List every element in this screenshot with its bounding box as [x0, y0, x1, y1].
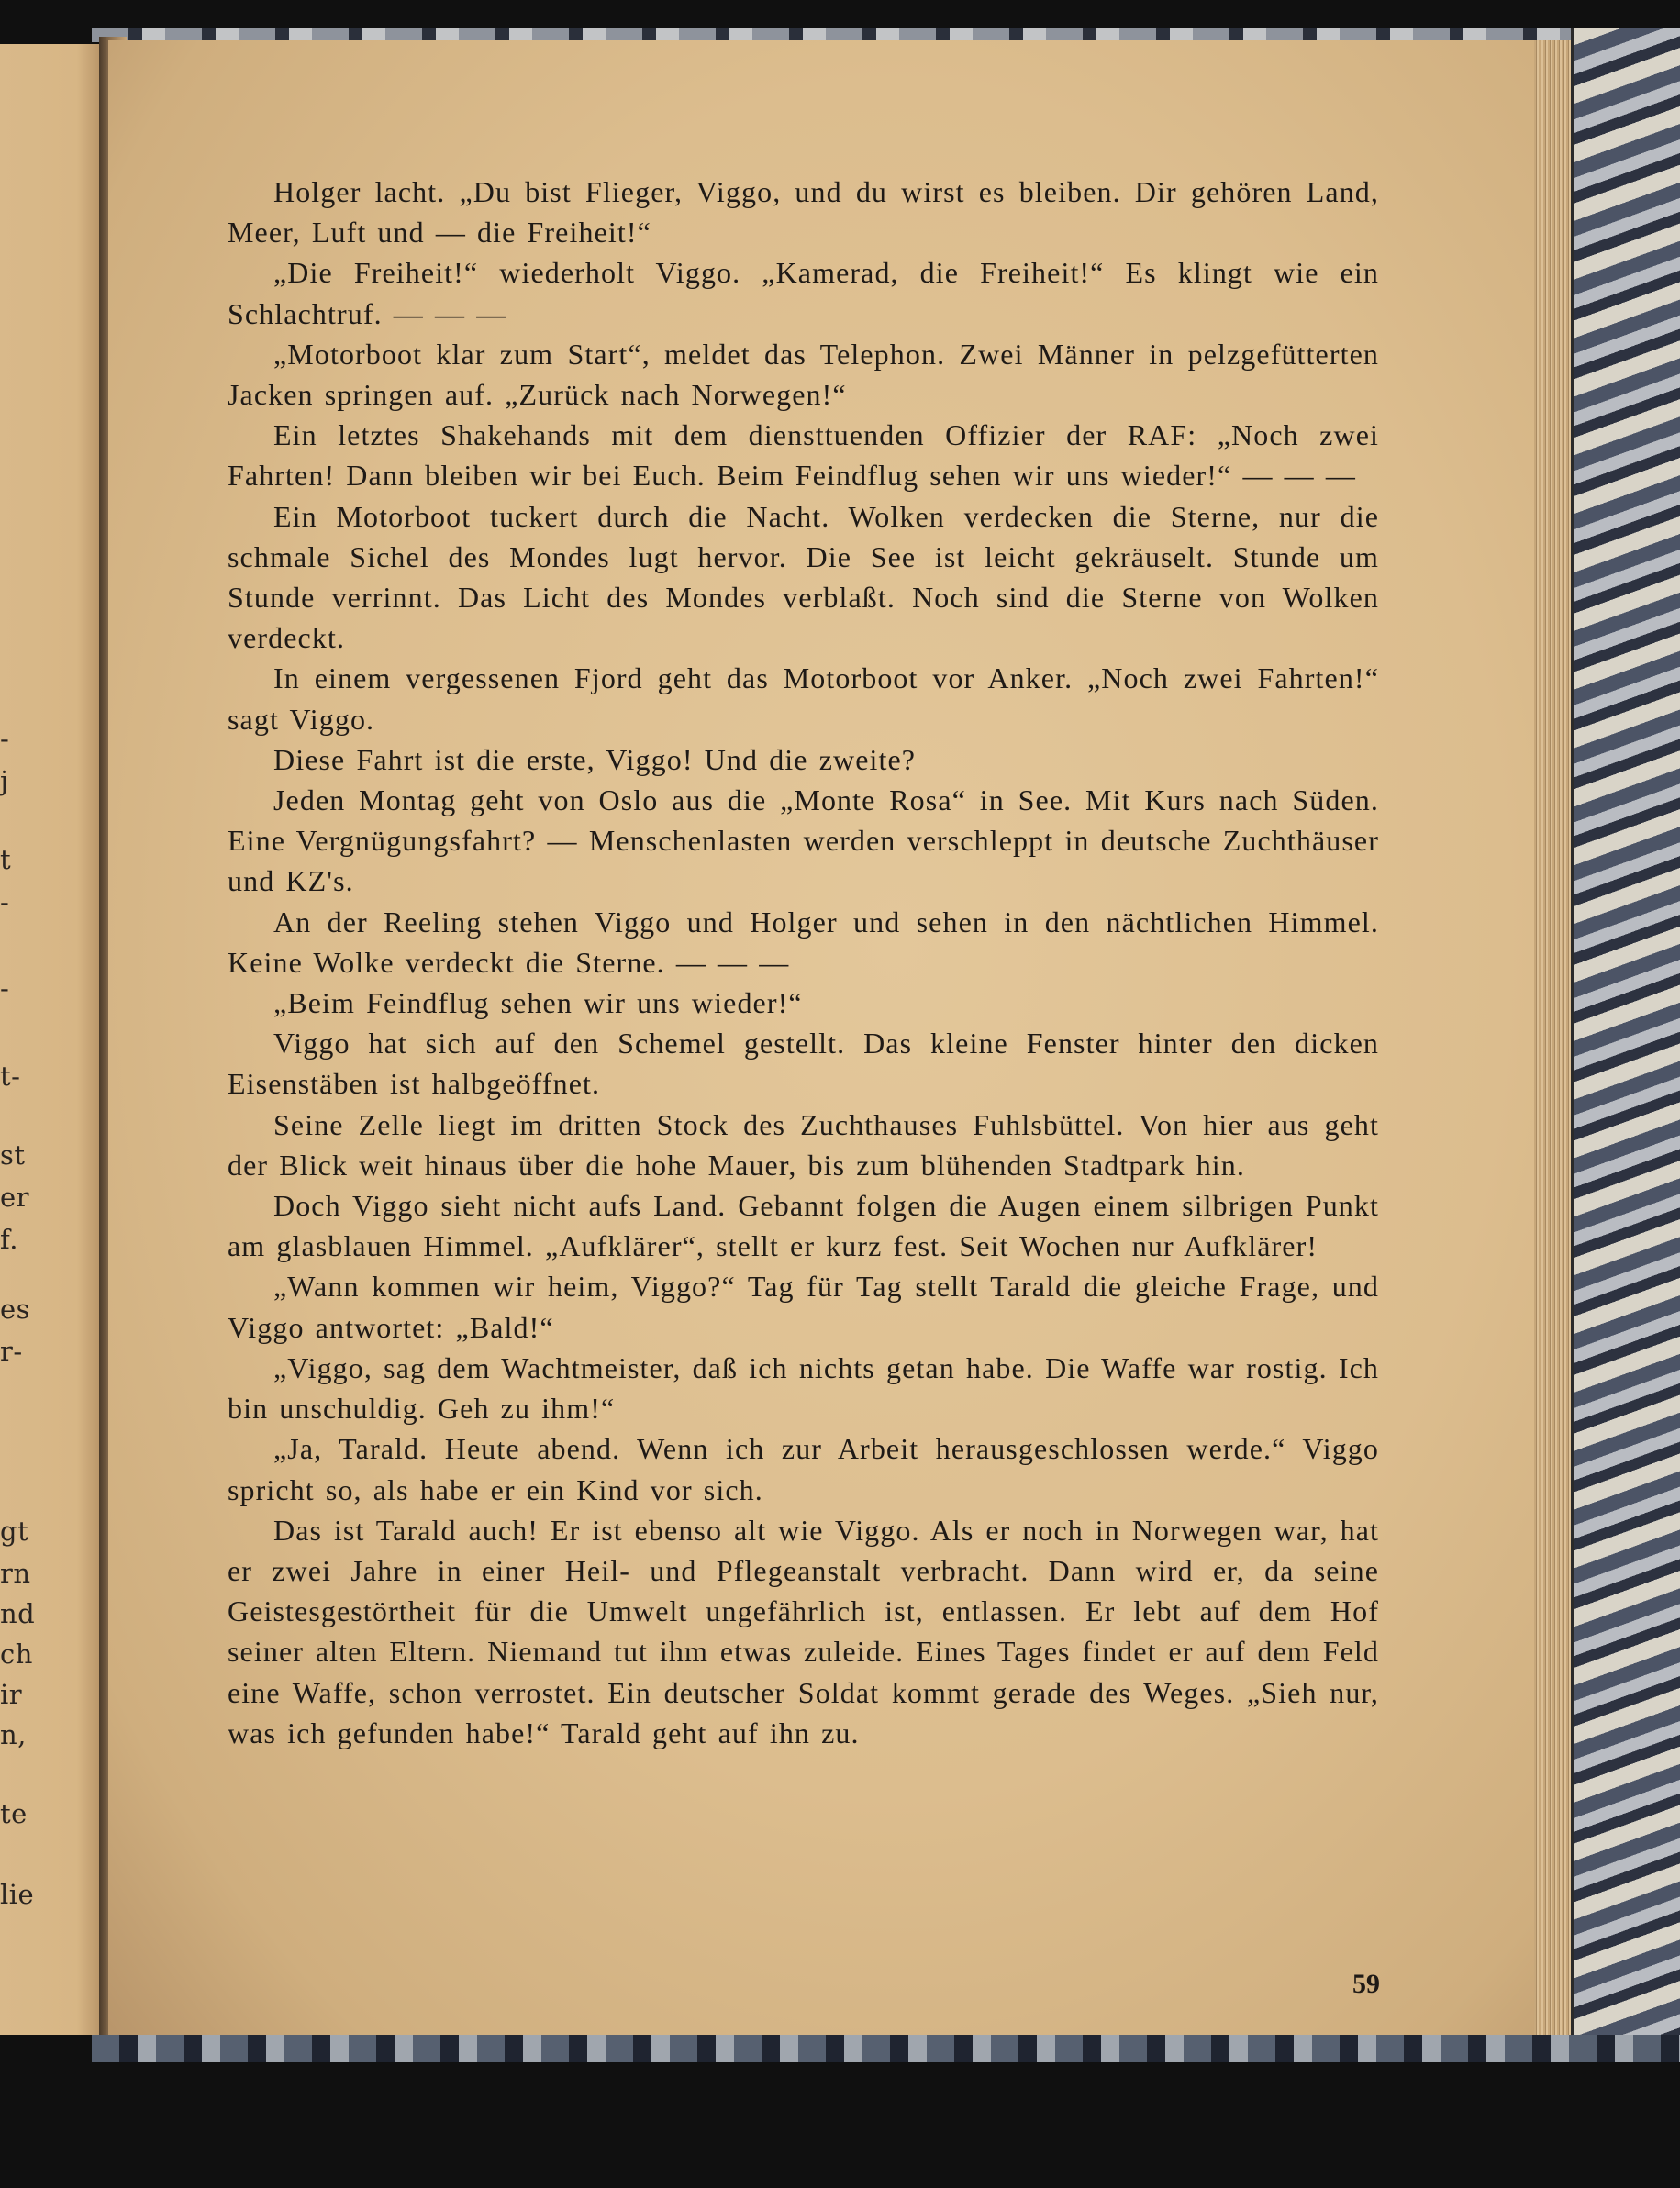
left-page-fragment: -	[0, 723, 10, 754]
left-page-fragment: er	[0, 1182, 30, 1213]
book-cover-side	[1571, 28, 1680, 2060]
paragraph: Das ist Tarald auch! Er ist ebenso alt wie Viggo. Als er noch in Norwegen war, hat er zwei Jahre in einer Heil- und Pflegeanstalt verbracht. Dann wird er, da seine Geistesgestörtheit für die Umwelt ungefährlich ist, entlassen. Er lebt auf dem Hof seiner alten Eltern. Niemand tut ihm etwas zuleide. Eines Tages findet er auf dem Feld eine Waffe, schon verrostet. Ein deutscher Soldat kommt gerade des Weges. „Sieh nur, was ich gefunden habe!“ Tarald geht auf ihn zu.	[228, 1513, 1379, 1749]
left-page-fragment: nd	[0, 1598, 36, 1629]
left-page-fragment: es	[0, 1294, 31, 1325]
left-page-fragment: j	[0, 765, 9, 796]
left-page-fragment: t-	[0, 1061, 21, 1092]
left-page-fragment: -	[0, 886, 10, 917]
left-page-fragment: n,	[0, 1719, 27, 1750]
page-number: 59	[1352, 1969, 1380, 1999]
left-page-fragment: -	[0, 972, 10, 1004]
left-page-fragment: te	[0, 1798, 28, 1829]
page-body-text	[228, 172, 1379, 1753]
paragraph: Doch Viggo sieht nicht aufs Land. Gebannt folgen die Augen einem silbrigen Punkt am glasblauen Himmel. „Aufklärer“, stellt er kurz fest. Seit Wochen nur Aufklärer!	[228, 1189, 1379, 1263]
paragraph: Diese Fahrt ist die erste, Viggo! Und die zweite?	[273, 742, 917, 776]
paragraph: Holger lacht. „Du bist Flieger, Viggo, und du wirst es bleiben. Dir gehören Land, Meer, Luft und — die Freiheit!“	[228, 175, 1379, 250]
left-page	[0, 44, 110, 2035]
paragraph: An der Reeling stehen Viggo und Holger und sehen in den nächtlichen Himmel. Keine Wolke verdeckt die Sterne. — — —	[228, 905, 1379, 979]
paragraph: Ein Motorboot tuckert durch die Nacht. Wolken verdecken die Sterne, nur die schmale Sichel des Mondes lugt hervor. Die See ist leicht gekräuselt. Stunde um Stunde verrinnt. Das Licht des Mondes verblaßt. Noch sind die Sterne von Wolken verdeckt.	[228, 499, 1379, 655]
left-page-fragment: r-	[0, 1336, 23, 1367]
paragraph: „Ja, Tarald. Heute abend. Wenn ich zur Arbeit herausgeschlossen werde.“ Viggo spricht so, als habe er ein Kind vor sich.	[228, 1432, 1379, 1506]
paragraph: „Viggo, sag dem Wachtmeister, daß ich nichts getan habe. Die Waffe war rostig. Ich bin unschuldig. Geh zu ihm!“	[228, 1350, 1379, 1426]
page-edges	[1534, 40, 1571, 2038]
paragraph: Seine Zelle liegt im dritten Stock des Zuchthauses Fuhlsbüttel. Von hier aus geht der Blick weit hinaus über die hohe Mauer, bis zum blühenden Stadtpark hin.	[228, 1107, 1379, 1182]
left-page-fragment: lie	[0, 1879, 35, 1910]
paragraph: In einem vergessenen Fjord geht das Motorboot vor Anker. „Noch zwei Fahrten!“ sagt Viggo.	[228, 661, 1379, 736]
paragraph: „Die Freiheit!“ wiederholt Viggo. „Kamerad, die Freiheit!“ Es klingt wie ein Schlachtruf. — — —	[228, 256, 1379, 330]
left-page-fragment: gt	[0, 1516, 29, 1547]
paragraph: Viggo hat sich auf den Schemel gestellt. Das kleine Fenster hinter den dicken Eisenstäben ist halbgeöffnet.	[228, 1027, 1379, 1101]
paragraph: „Motorboot klar zum Start“, meldet das Telephon. Zwei Männer in pelzgefütterten Jacken springen auf. „Zurück nach Norwegen!“	[228, 337, 1379, 412]
left-page-fragment: ch	[0, 1638, 33, 1670]
left-page-fragment: rn	[0, 1558, 31, 1589]
left-page-fragment: ir	[0, 1679, 23, 1710]
book-cover-bottom-edge	[92, 2035, 1680, 2062]
left-page-fragment: t	[0, 844, 12, 875]
paragraph: Jeden Montag geht von Oslo aus die „Monte Rosa“ in See. Mit Kurs nach Süden. Eine Vergnügungsfahrt? — Menschenlasten werden verschleppt in deutsche Zuchthäuser und KZ's.	[228, 783, 1379, 898]
paragraph: „Wann kommen wir heim, Viggo?“ Tag für Tag stellt Tarald die gleiche Frage, und Viggo antwortet: „Bald!“	[228, 1270, 1379, 1344]
paragraph: Ein letztes Shakehands mit dem diensttuenden Offizier der RAF: „Noch zwei Fahrten! Dann bleiben wir bei Euch. Beim Feindflug sehen wir uns wieder!“ — — —	[228, 418, 1379, 493]
left-page-fragment: st	[0, 1139, 26, 1171]
left-page-fragment: f.	[0, 1224, 18, 1255]
paragraph: „Beim Feindflug sehen wir uns wieder!“	[273, 986, 803, 1020]
